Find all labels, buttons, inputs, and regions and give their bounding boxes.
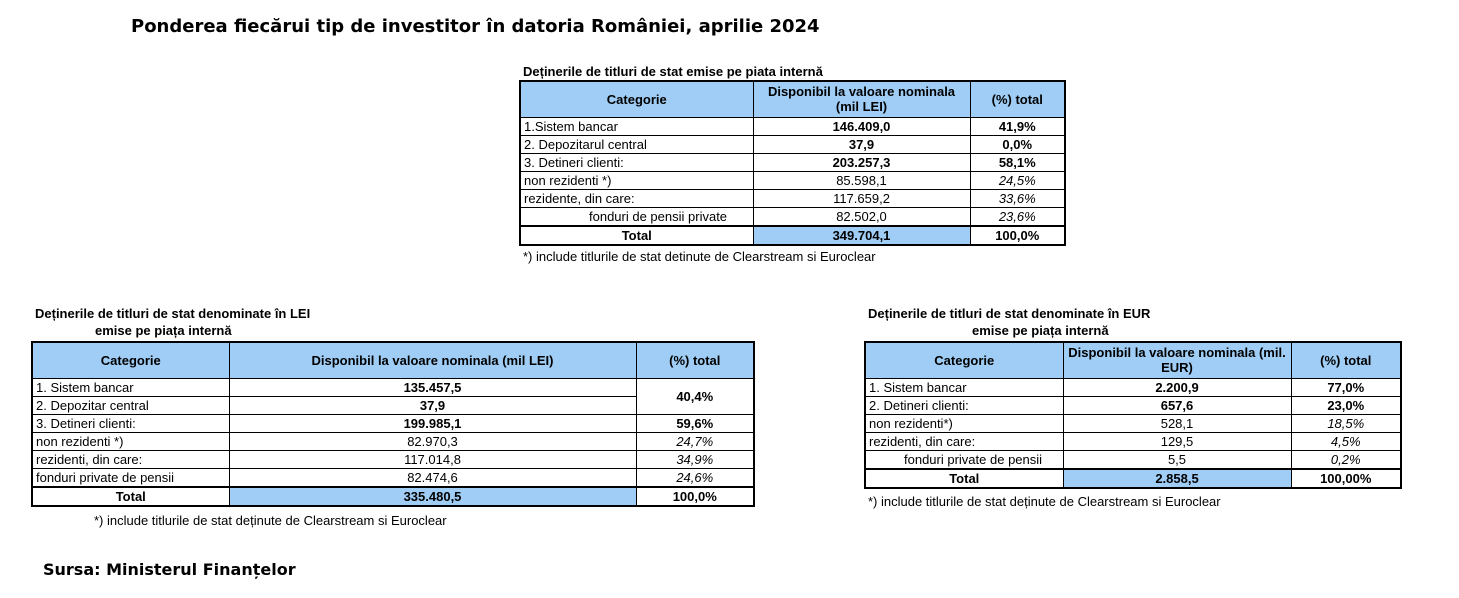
row-percent: 4,5% [1291,432,1401,450]
row-percent: 24,6% [636,468,754,487]
total-value: 2.858,5 [1063,469,1291,488]
row-value: 528,1 [1063,414,1291,432]
row-label: 1. Sistem bancar [32,378,229,396]
row-value: 203.257,3 [753,153,970,171]
row-label: 3. Detineri clienti: [520,153,753,171]
header-percent: (%) total [636,342,754,378]
total-percent: 100,0% [636,487,754,506]
header-disponibil: Disponibil la valoare nominala (mil LEI) [753,81,970,117]
row-percent: 0,0% [970,135,1065,153]
header-categorie: Categorie [32,342,229,378]
row-percent: 18,5% [1291,414,1401,432]
row-value: 82.474,6 [229,468,636,487]
table-row [520,189,1065,207]
row-label: fonduri private de pensii [865,450,1063,469]
row-value: 82.502,0 [753,207,970,226]
table-row [520,171,1065,189]
row-label: 2. Depozitarul central [520,135,753,153]
lei-table-note: *) include titlurile de stat deținute de Clearstream si Euroclear [94,513,447,528]
total-value: 335.480,5 [229,487,636,506]
row-percent: 24,7% [636,432,754,450]
total-label: Total [865,469,1063,488]
row-value: 82.970,3 [229,432,636,450]
row-label: rezidenti, din care: [32,450,229,468]
eur-table-note: *) include titlurile de stat deținute de Clearstream si Euroclear [868,494,1221,509]
row-value: 37,9 [753,135,970,153]
row-percent: 33,6% [970,189,1065,207]
row-label: 2. Depozitar central [32,396,229,414]
table-row [865,414,1401,432]
row-label: fonduri private de pensii [32,468,229,487]
total-percent: 100,00% [1291,469,1401,488]
table-row [520,117,1065,135]
table-row [865,450,1401,469]
table-row [32,468,754,487]
row-label: rezidente, din care: [520,189,753,207]
table-row [520,207,1065,226]
row-value: 657,6 [1063,396,1291,414]
total-row [32,487,754,506]
table-row [32,432,754,450]
header-categorie: Categorie [865,342,1063,378]
row-percent: 24,5% [970,171,1065,189]
row-percent: 23,6% [970,207,1065,226]
row-value: 5,5 [1063,450,1291,469]
table-row [520,153,1065,171]
row-percent-merged: 40,4% [636,378,754,414]
row-percent: 59,6% [636,414,754,432]
row-percent: 58,1% [970,153,1065,171]
top-table [519,80,1066,246]
total-label: Total [32,487,229,506]
row-label: 1.Sistem bancar [520,117,753,135]
total-percent: 100,0% [970,226,1065,245]
total-label: Total [520,226,753,245]
page-title: Ponderea fiecărui tip de investitor în datoria României, aprilie 2024 [131,16,820,37]
row-value: 146.409,0 [753,117,970,135]
row-value: 37,9 [229,396,636,414]
header-categorie: Categorie [520,81,753,117]
row-percent: 34,9% [636,450,754,468]
row-value: 135.457,5 [229,378,636,396]
row-label: rezidenti, din care: [865,432,1063,450]
row-label: non rezidenti *) [32,432,229,450]
row-label: 1. Sistem bancar [865,378,1063,396]
header-disponibil: Disponibil la valoare nominala (mil. EUR) [1063,342,1291,378]
row-label: fonduri de pensii private [520,207,753,226]
table-row [520,135,1065,153]
top-table-note: *) include titlurile de stat detinute de Clearstream si Euroclear [523,249,876,264]
row-percent: 0,2% [1291,450,1401,469]
total-value: 349.704,1 [753,226,970,245]
table-row [32,450,754,468]
row-value: 117.014,8 [229,450,636,468]
row-value: 199.985,1 [229,414,636,432]
eur-table-caption-line2: emise pe piața internă [972,323,1109,338]
total-row [520,226,1065,245]
row-value: 2.200,9 [1063,378,1291,396]
header-percent: (%) total [1291,342,1401,378]
row-label: non rezidenti*) [865,414,1063,432]
eur-table [864,341,1402,489]
row-label: 2. Detineri clienti: [865,396,1063,414]
row-label: non rezidenti *) [520,171,753,189]
top-table-caption: Deținerile de titluri de stat emise pe piata internă [523,64,823,79]
row-value: 117.659,2 [753,189,970,207]
table-row [32,414,754,432]
row-percent: 41,9% [970,117,1065,135]
lei-table-caption-line1: Deținerile de titluri de stat denominate în LEI [35,306,311,321]
source-note: Sursa: Ministerul Finanțelor [43,560,296,579]
table-row [32,378,754,396]
row-percent: 23,0% [1291,396,1401,414]
row-label: 3. Detineri clienti: [32,414,229,432]
total-row [865,469,1401,488]
header-disponibil: Disponibil la valoare nominala (mil LEI) [229,342,636,378]
table-row [865,378,1401,396]
row-value: 129,5 [1063,432,1291,450]
table-row [865,396,1401,414]
lei-table [31,341,755,507]
row-value: 85.598,1 [753,171,970,189]
header-percent: (%) total [970,81,1065,117]
lei-table-caption-line2: emise pe piața internă [95,323,232,338]
eur-table-caption-line1: Deținerile de titluri de stat denominate în EUR [868,306,1151,321]
row-percent: 77,0% [1291,378,1401,396]
table-row [865,432,1401,450]
